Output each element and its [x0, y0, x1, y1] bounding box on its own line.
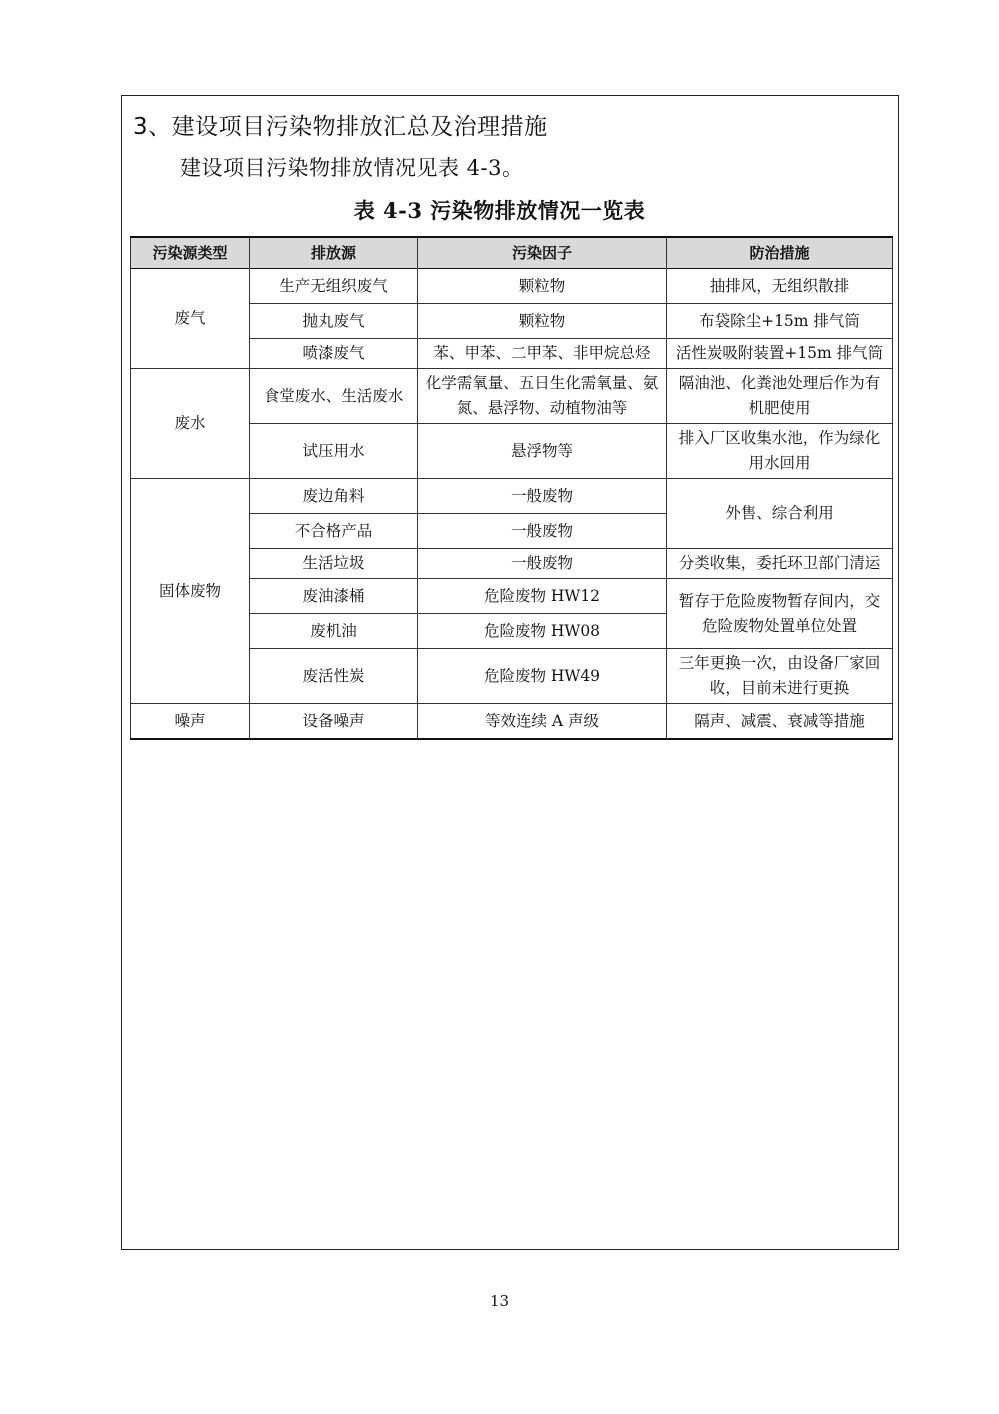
row-factor: 一般废物 — [418, 514, 667, 549]
row-source: 废机油 — [250, 614, 418, 649]
row-measure: 抽排风，无组织散排 — [667, 269, 893, 304]
row-source: 食堂废水、生活废水 — [250, 369, 418, 424]
row-measure: 隔声、减震、衰减等措施 — [667, 704, 893, 740]
row-factor: 危险废物 HW49 — [418, 649, 667, 704]
group-waste-gas: 废气 — [131, 269, 250, 369]
row-factor: 一般废物 — [418, 479, 667, 514]
group-noise: 噪声 — [131, 704, 250, 740]
table-row — [131, 479, 893, 514]
table-header-row — [131, 237, 893, 269]
row-source: 试压用水 — [250, 424, 418, 479]
header-factor: 污染因子 — [418, 237, 667, 269]
table-row — [131, 269, 893, 304]
header-source-type: 污染源类型 — [131, 237, 250, 269]
row-factor: 危险废物 HW08 — [418, 614, 667, 649]
row-measure: 暂存于危险废物暂存间内，交危险废物处置单位处置 — [667, 579, 893, 649]
row-factor: 颗粒物 — [418, 269, 667, 304]
row-factor: 化学需氧量、五日生化需氧量、氨氮、悬浮物、动植物油等 — [418, 369, 667, 424]
row-factor: 苯、甲苯、二甲苯、非甲烷总烃 — [418, 339, 667, 369]
row-source: 废油漆桶 — [250, 579, 418, 614]
row-measure: 三年更换一次，由设备厂家回收，目前未进行更换 — [667, 649, 893, 704]
row-source: 废活性炭 — [250, 649, 418, 704]
row-source: 抛丸废气 — [250, 304, 418, 339]
row-measure: 活性炭吸附装置+15m 排气筒 — [667, 339, 893, 369]
row-factor: 一般废物 — [418, 549, 667, 579]
section-heading: 3、建设项目污染物排放汇总及治理措施 — [133, 114, 548, 140]
row-source: 不合格产品 — [250, 514, 418, 549]
group-waste-water: 废水 — [131, 369, 250, 479]
header-measure: 防治措施 — [667, 237, 893, 269]
row-measure: 外售、综合利用 — [667, 479, 893, 549]
row-factor: 等效连续 A 声级 — [418, 704, 667, 740]
table-caption: 表 4-3 污染物排放情况一览表 — [353, 198, 646, 223]
row-factor: 悬浮物等 — [418, 424, 667, 479]
group-solid-waste: 固体废物 — [131, 479, 250, 704]
row-source: 生产无组织废气 — [250, 269, 418, 304]
page-number: 13 — [489, 1292, 510, 1310]
pollutant-table — [130, 236, 893, 740]
row-source: 喷漆废气 — [250, 339, 418, 369]
row-measure: 分类收集，委托环卫部门清运 — [667, 549, 893, 579]
row-source: 设备噪声 — [250, 704, 418, 740]
table-row — [131, 369, 893, 424]
row-factor: 危险废物 HW12 — [418, 579, 667, 614]
pollutant-table-wrapper — [130, 236, 892, 740]
row-source: 生活垃圾 — [250, 549, 418, 579]
row-measure: 排入厂区收集水池，作为绿化用水回用 — [667, 424, 893, 479]
row-measure: 布袋除尘+15m 排气筒 — [667, 304, 893, 339]
header-source: 排放源 — [250, 237, 418, 269]
row-factor: 颗粒物 — [418, 304, 667, 339]
row-measure: 隔油池、化粪池处理后作为有机肥使用 — [667, 369, 893, 424]
table-row — [131, 704, 893, 740]
section-intro: 建设项目污染物排放情况见表 4-3。 — [180, 156, 524, 180]
row-source: 废边角料 — [250, 479, 418, 514]
